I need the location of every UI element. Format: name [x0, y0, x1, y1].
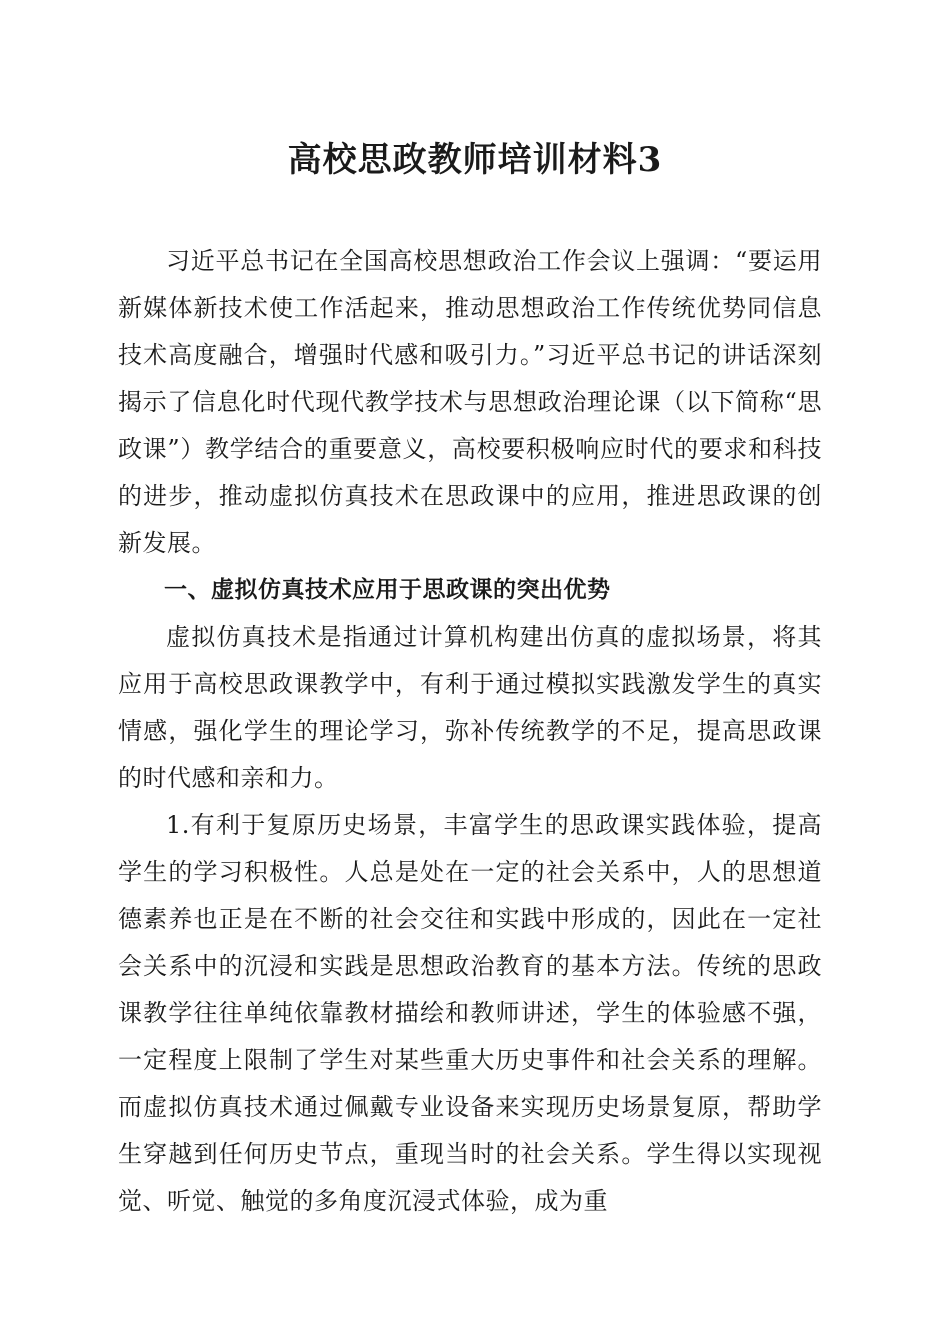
section-paragraph: 虚拟仿真技术是指通过计算机构建出仿真的虚拟场景，将其应用于高校思政课教学中，有利于通过模拟实践激发学生的真实情感，强化学生的理论学习，弥补传统教学的不足，提高思政课的时代感和亲和力。: [118, 623, 822, 792]
section-heading: 一、虚拟仿真技术应用于思政课的突出优势: [164, 577, 611, 603]
document-body: [118, 238, 822, 1225]
section-paragraph: 1.有利于复原历史场景，丰富学生的思政课实践体验，提高学生的学习积极性。人总是处在一定的社会关系中，人的思想道德素养也正是在不断的社会交往和实践中形成的，因此在一定社会关系中的沉浸和实践是思想政治教育的基本方法。传统的思政课教学往往单纯依靠教材描绘和教师讲述，学生的体验感不强，一定程度上限制了学生对某些重大历史事件和社会关系的理解。而虚拟仿真技术通过佩戴专业设备来实现历史场景复原，帮助学生穿越到任何历史节点，重现当时的社会关系。学生得以实现视觉、听觉、触觉的多角度沉浸式体验，成为重: [118, 811, 822, 1215]
intro-paragraph: 习近平总书记在全国高校思想政治工作会议上强调：“要运用新媒体新技术使工作活起来，推动思想政治工作传统优势同信息技术高度融合，增强时代感和吸引力。”习近平总书记的讲话深刻揭示了信息化时代现代教学技术与思想政治理论课（以下简称“思政课”）教学结合的重要意义，高校要积极响应时代的要求和科技的进步，推动虚拟仿真技术在思政课中的应用，推进思政课的创新发展。: [118, 247, 822, 557]
document-title: 高校思政教师培训材料3: [287, 140, 663, 180]
